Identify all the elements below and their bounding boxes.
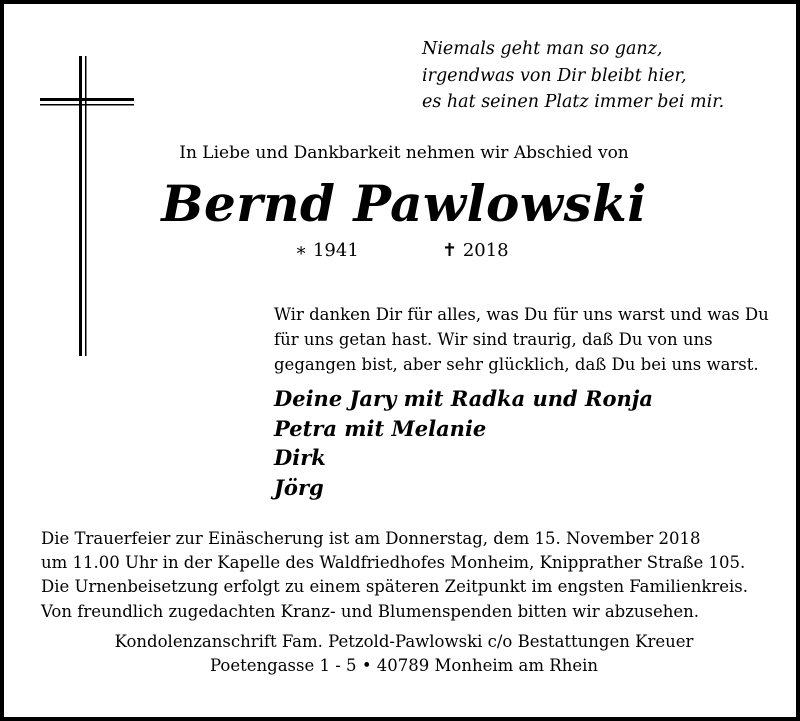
death-year: 2018 <box>462 240 509 261</box>
poem <box>422 36 724 116</box>
intro-text <box>4 143 800 163</box>
bullet-icon: • <box>361 655 372 675</box>
address-line-1: Kondolenzanschrift Fam. Petzold-Pawlowski c/o Bestattungen Kreuer <box>114 632 694 651</box>
poem-line: irgendwas von Dir bleibt hier, <box>422 65 687 86</box>
info-line: Von freundlich zugedachten Kranz- und Blumenspenden bitten wir abzusehen. <box>41 601 700 621</box>
address-city: 40789 Monheim am Rhein <box>376 655 598 675</box>
birth-asterisk-icon: ∗ <box>295 240 308 261</box>
birth-date <box>295 240 359 261</box>
info-line: Die Urnenbeisetzung erfolgt zu einem späteren Zeitpunkt im engsten Familienkreis. <box>41 577 748 597</box>
thanks-text <box>274 302 769 377</box>
birth-year: 1941 <box>312 240 359 261</box>
death-cross-icon: ✝ <box>442 240 458 261</box>
info-line: um 11.00 Uhr in der Kapelle des Waldfriedhofes Monheim, Knipprather Straße 105. <box>41 553 746 573</box>
death-date <box>442 240 509 261</box>
address-line-2 <box>4 654 800 678</box>
address-street: Poetengasse 1 - 5 <box>210 655 357 675</box>
family-names <box>274 384 653 502</box>
family-line: Jörg <box>274 474 324 500</box>
funeral-info <box>41 527 748 624</box>
poem-line: es hat seinen Platz immer bei mir. <box>422 92 725 112</box>
poem-line: Niemals geht man so ganz, <box>422 39 663 59</box>
family-line: Petra mit Melanie <box>274 415 487 441</box>
thanks-line: Wir danken Dir für alles, was Du für uns warst und was Du <box>274 305 769 324</box>
thanks-line: gegangen bist, aber sehr glücklich, daß Du bei uns warst. <box>274 355 759 374</box>
thanks-line: für uns getan hast. Wir sind traurig, daß Du von uns <box>274 330 713 349</box>
deceased-name: Bernd Pawlowski <box>161 174 647 233</box>
intro-label: In Liebe und Dankbarkeit nehmen wir Abschied von <box>179 143 629 163</box>
condolence-address <box>4 630 800 677</box>
family-line: Deine Jary mit Radka und Ronja <box>274 386 653 411</box>
info-line: Die Trauerfeier zur Einäscherung ist am Donnerstag, dem 15. November 2018 <box>41 529 701 548</box>
family-line: Dirk <box>274 445 326 470</box>
